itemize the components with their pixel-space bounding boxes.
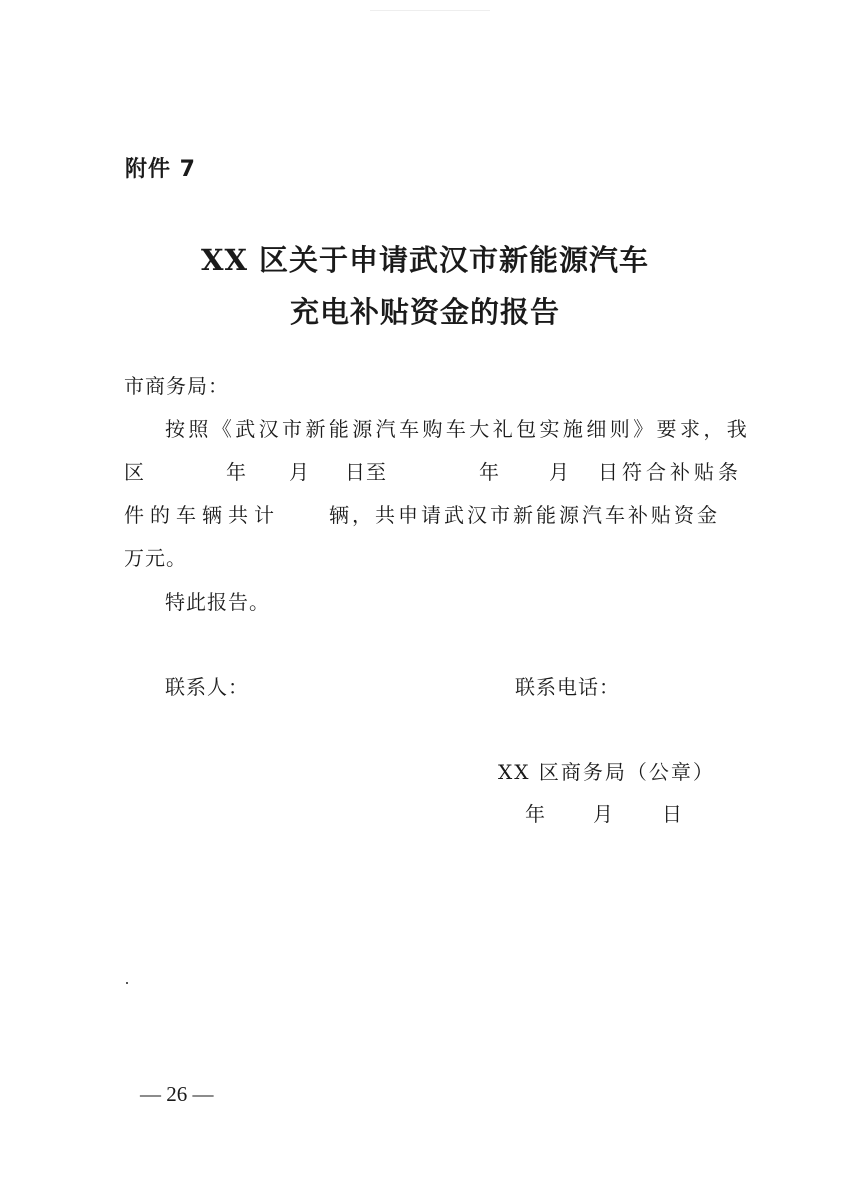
paragraph-line-1-char: 汉: [258, 417, 279, 441]
paragraph-line-1-char: 礼: [492, 417, 513, 441]
paragraph-line-1-char: 细: [586, 417, 607, 441]
document-title-line-1: XX 区关于申请武汉市新能源汽车: [200, 243, 650, 277]
paragraph-line-1-char: 能: [328, 417, 349, 441]
date-month: 月: [593, 802, 614, 826]
paragraph-line-1-char: 购: [422, 417, 443, 441]
paragraph-line-1-char: 汽: [375, 417, 396, 441]
paragraph-line-1-char: 我: [726, 417, 747, 441]
date-year: 年: [525, 802, 546, 826]
page-number: — 26 —: [140, 1082, 214, 1106]
paragraph-line-1-char: 按: [165, 417, 185, 441]
closing-text: 特此报告。: [165, 590, 270, 614]
contact-phone-label: 联系电话：: [515, 675, 620, 699]
month-blank-1: 月: [289, 460, 310, 484]
scan-artifact-line: [370, 10, 490, 11]
paragraph-line-1-char: 要: [656, 417, 677, 441]
date-day: 日: [662, 802, 683, 826]
paragraph-line-1-char: 新: [305, 417, 326, 441]
paragraph-line-1-char: 照: [188, 417, 209, 441]
paragraph-line-3: [124, 499, 747, 527]
paragraph-line-1-char: 则: [609, 417, 630, 441]
paragraph-line-1-char: 《: [211, 417, 232, 441]
salutation: 市商务局：: [124, 374, 229, 398]
paragraph-line-1-char: 施: [562, 417, 583, 441]
paragraph-line-1-char: 实: [539, 417, 560, 441]
paragraph-line-1-char: 包: [516, 417, 537, 441]
paragraph-line-1-char: 》: [633, 417, 654, 441]
eligible-text: 日符合补贴条: [598, 460, 742, 484]
year-blank-2: 年: [479, 460, 500, 484]
paragraph-line-1-char: 武: [235, 417, 256, 441]
issuer-seal: XX 区商务局（公章）: [498, 760, 715, 784]
day-to-blank: 日至: [345, 460, 387, 484]
paragraph-line-1-char: ，: [703, 417, 724, 441]
paragraph-line-2: [124, 456, 747, 484]
year-blank-1: 年: [226, 460, 247, 484]
scan-dot: [126, 982, 128, 984]
paragraph-line-1-char: 求: [679, 417, 700, 441]
contact-person-label: 联系人：: [165, 675, 249, 699]
paragraph-line-4: 万元。: [124, 546, 187, 570]
paragraph-line-1-char: 大: [469, 417, 490, 441]
document-title-line-2: 充电补贴资金的报告: [289, 295, 560, 329]
paragraph-line-1-char: 市: [282, 417, 303, 441]
district-char: 区: [124, 460, 145, 484]
attachment-label: 附件 7: [125, 157, 196, 182]
vehicle-count-label: 件的车辆共计: [124, 503, 280, 527]
subsidy-request-text: 辆，共申请武汉市新能源汽车补贴资金: [329, 503, 720, 527]
paragraph-line-1-char: 车: [399, 417, 420, 441]
paragraph-line-1-char: 源: [352, 417, 373, 441]
month-blank-2: 月: [549, 460, 570, 484]
paragraph-line-1-char: 车: [445, 417, 466, 441]
paragraph-line-1: [165, 413, 747, 442]
